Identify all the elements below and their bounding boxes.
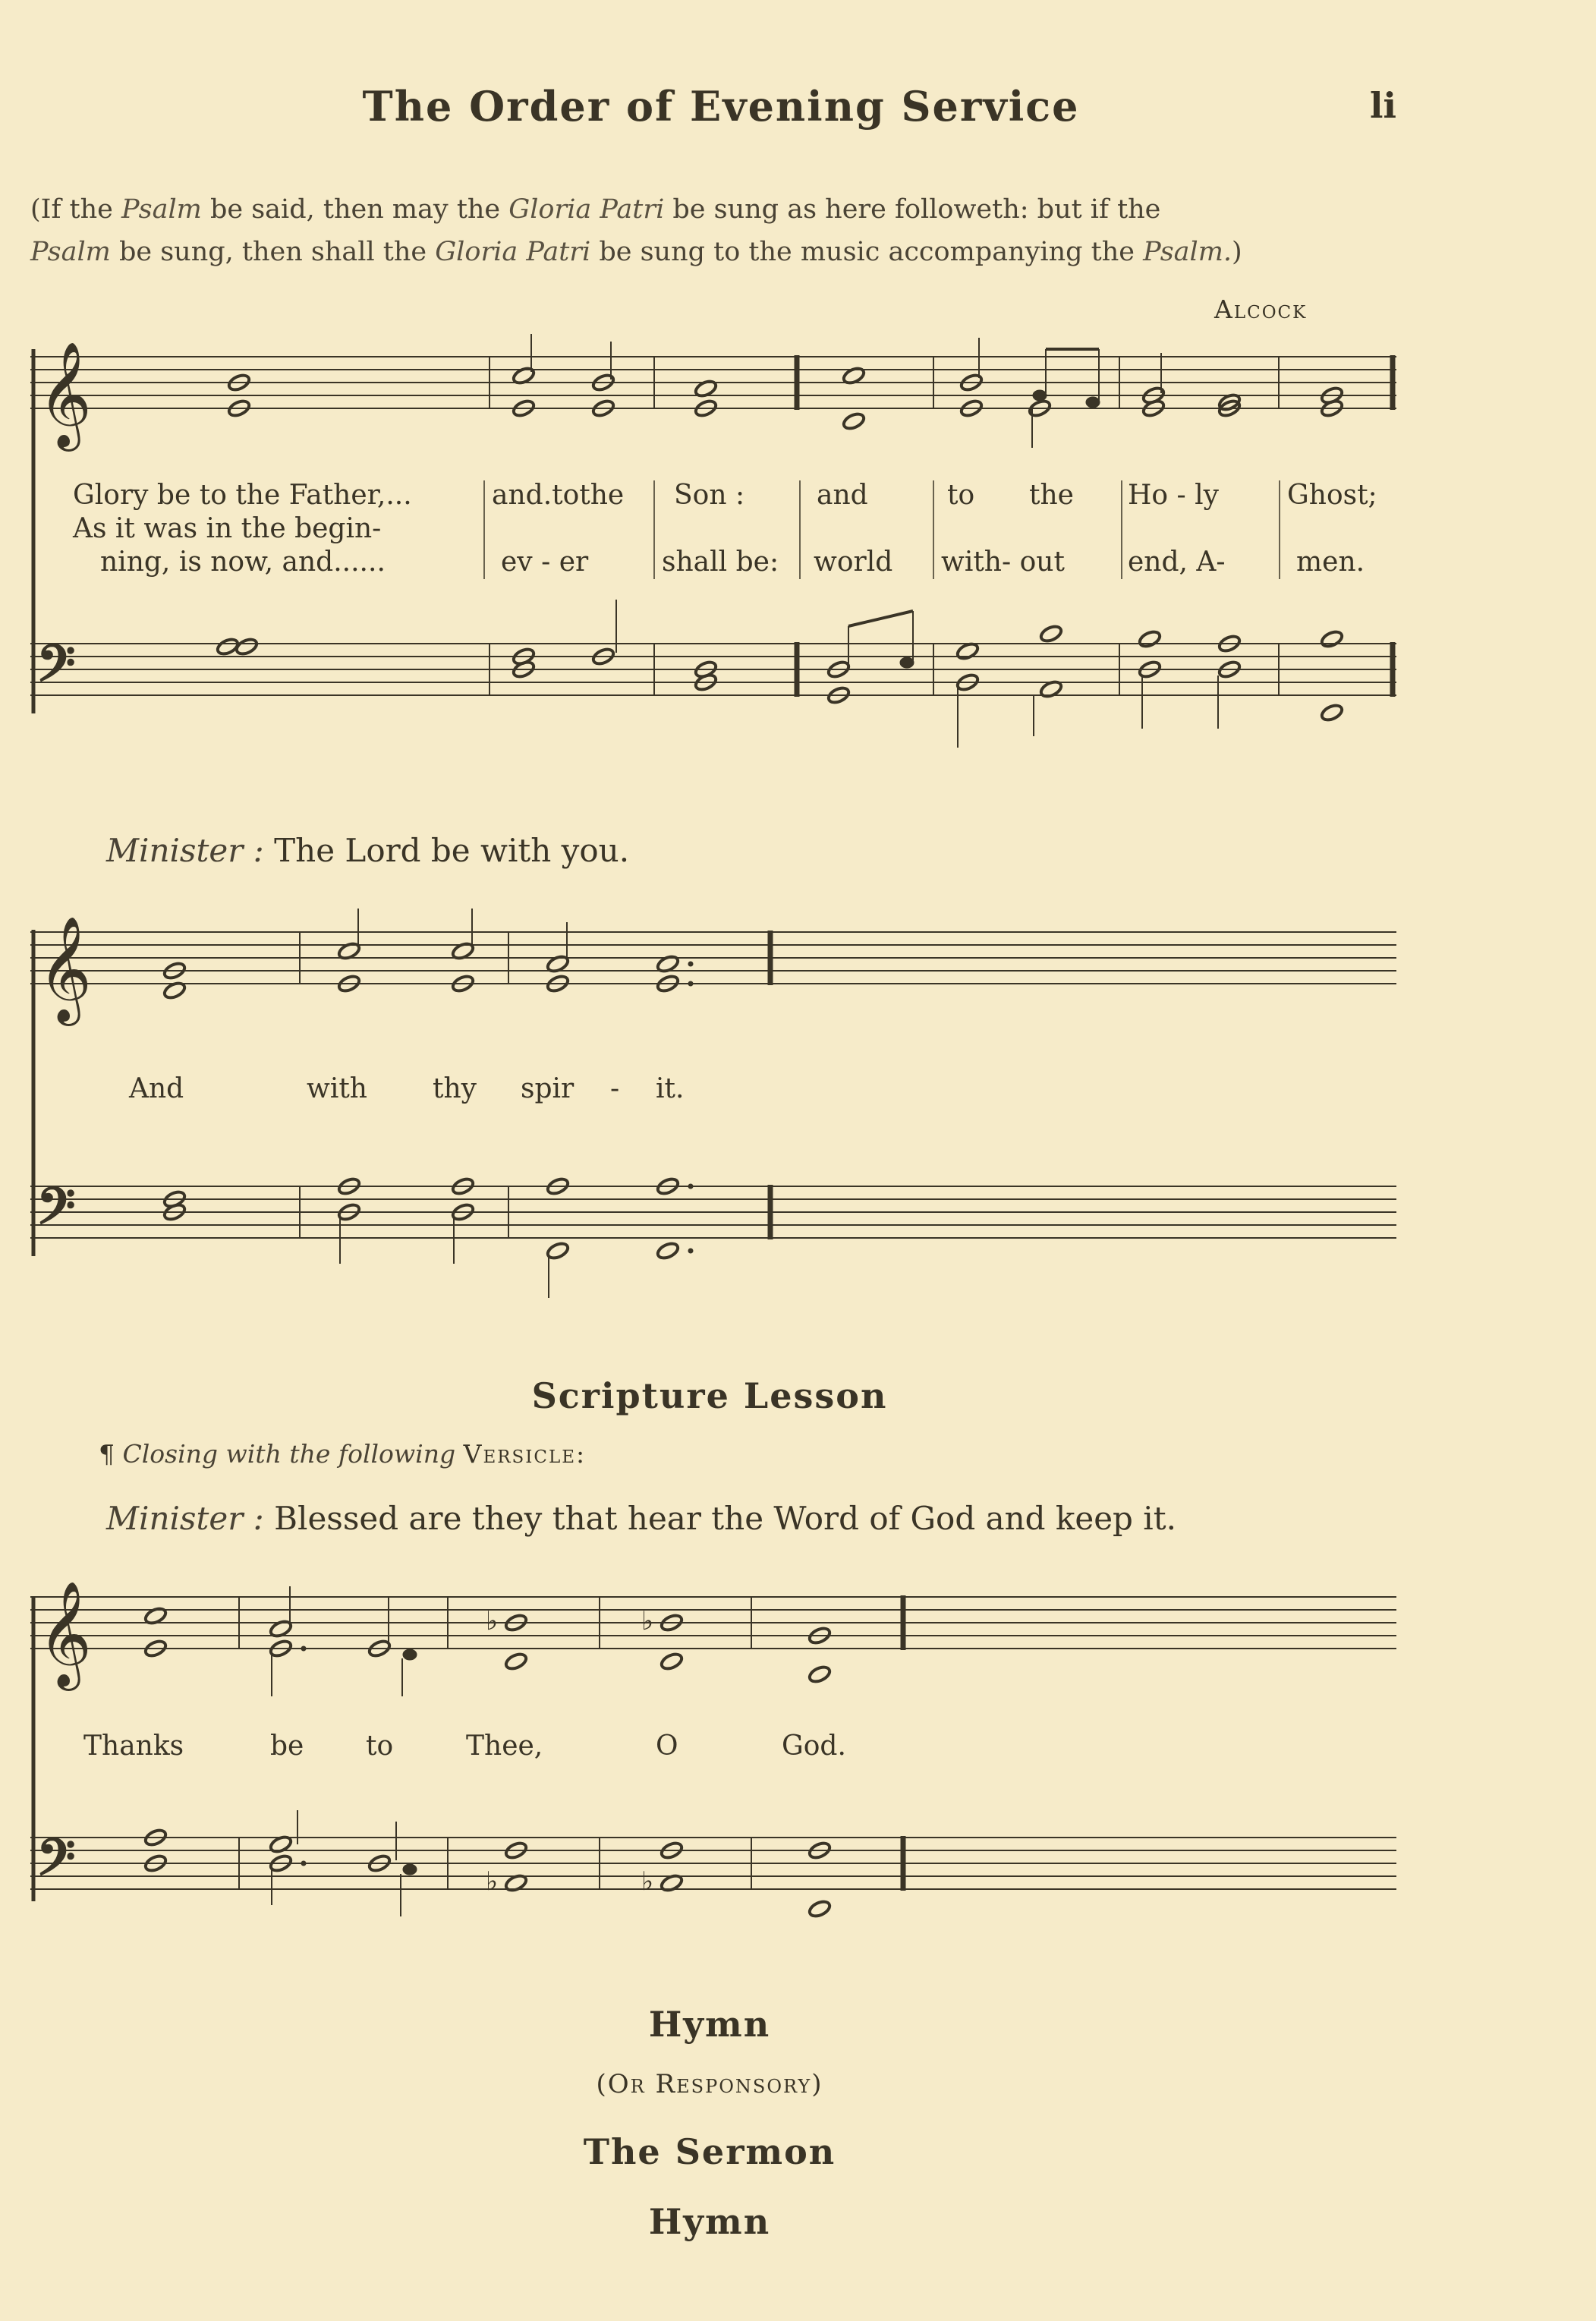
responsory-note: (Or Responsory) — [596, 2069, 823, 2099]
lyric-syllable: to — [366, 1731, 394, 1762]
lyric-syllable: men. — [1296, 546, 1365, 578]
versicle-2 — [106, 1500, 1176, 1537]
bass-clef-icon: 𝄢 — [36, 1828, 76, 1899]
scripture-lesson-heading: Scripture Lesson — [531, 1375, 888, 1416]
lyric-syllable: As it was in the begin- — [73, 513, 382, 544]
rubric-text: (If the — [30, 194, 122, 225]
lyric-syllable: And — [129, 1073, 184, 1104]
bass-clef-icon: 𝄢 — [36, 634, 76, 705]
lyric-syllable: and.tothe — [492, 480, 625, 511]
svg-text:♭: ♭ — [641, 1866, 654, 1897]
versicle-1 — [106, 832, 629, 869]
lyric-syllable: be — [270, 1731, 304, 1762]
rubric-text: be sung as here followeth: but if the — [664, 194, 1161, 225]
lyric-syllable: ning, is now, and...... — [100, 546, 386, 578]
rubric-italic: Psalm — [121, 194, 202, 225]
treble-notes — [227, 366, 1344, 431]
composer-credit: Alcock — [1214, 294, 1308, 324]
treble-clef-icon: 𝄞 — [38, 916, 92, 1022]
lyric-syllable: the — [1029, 480, 1074, 511]
rubric-text: ) — [1232, 237, 1242, 267]
bass-notes — [216, 624, 1344, 723]
response-2-score — [30, 1583, 1404, 1939]
lyric-syllable: end, A- — [1128, 546, 1226, 578]
lyric-syllable: with- out — [941, 546, 1065, 578]
rubric-text: be sung to the music accompanying the — [590, 237, 1144, 267]
speaker-label: Minister : — [106, 1500, 264, 1537]
lyric-syllable: and — [817, 480, 868, 511]
rubric-italic: Gloria Patri — [508, 194, 665, 225]
svg-text:♭: ♭ — [641, 1606, 654, 1636]
response-1-score — [30, 915, 1404, 1309]
sermon-heading: The Sermon — [583, 2131, 836, 2172]
lyric-syllable: Son : — [674, 480, 745, 511]
rubric-instruction — [30, 188, 1412, 273]
lyric-syllable: ev - er — [501, 546, 589, 578]
versicle-text: Blessed are they that hear the Word of God and keep it. — [274, 1500, 1176, 1537]
rubric-small-caps: Versicle: — [463, 1439, 587, 1469]
page-number: li — [1370, 85, 1396, 126]
page-title: The Order of Evening Service — [362, 82, 1080, 131]
lyric-syllable: it. — [656, 1073, 685, 1104]
lyric-syllable: Glory be to the Father,... — [73, 480, 412, 511]
lyric-syllable: - — [610, 1073, 620, 1104]
rubric-text: be said, then may the — [201, 194, 509, 225]
hymn-heading: Hymn — [648, 2201, 771, 2242]
rubric-italic: Closing with the following — [122, 1439, 456, 1469]
svg-text:♭: ♭ — [486, 1606, 499, 1636]
lyric-syllable: world — [814, 546, 893, 578]
rubric-italic: Psalm. — [1143, 237, 1232, 267]
rubric-text: be sung, then shall the — [110, 237, 436, 267]
svg-text:♭: ♭ — [486, 1866, 499, 1897]
lyric-syllable: spir — [521, 1073, 574, 1104]
closing-rubric — [99, 1439, 586, 1469]
versicle-text: The Lord be with you. — [274, 832, 630, 869]
lyric-syllable: God. — [782, 1731, 846, 1762]
lyric-syllable: Thanks — [83, 1731, 184, 1762]
lyric-syllable: shall be: — [662, 546, 779, 578]
lyric-syllable: with — [307, 1073, 367, 1104]
treble-clef-icon: 𝄞 — [38, 1581, 92, 1686]
bass-clef-icon: 𝄢 — [36, 1176, 76, 1248]
lyric-syllable: Ghost; — [1287, 480, 1377, 511]
rubric-italic: Psalm — [30, 237, 111, 267]
pilcrow-icon: ¶ — [99, 1439, 115, 1469]
lyric-syllable: Ho - ly — [1128, 480, 1219, 511]
lyric-dividers — [478, 477, 1298, 583]
speaker-label: Minister : — [106, 832, 264, 869]
treble-clef-icon: 𝄞 — [38, 342, 92, 447]
lyric-syllable: thy — [433, 1073, 477, 1104]
lyric-syllable: to — [947, 480, 975, 511]
lyric-syllable: O — [656, 1731, 678, 1762]
hymn-heading: Hymn — [648, 2004, 771, 2045]
rubric-italic: Gloria Patri — [435, 237, 591, 267]
lyric-syllable: Thee, — [466, 1731, 543, 1762]
